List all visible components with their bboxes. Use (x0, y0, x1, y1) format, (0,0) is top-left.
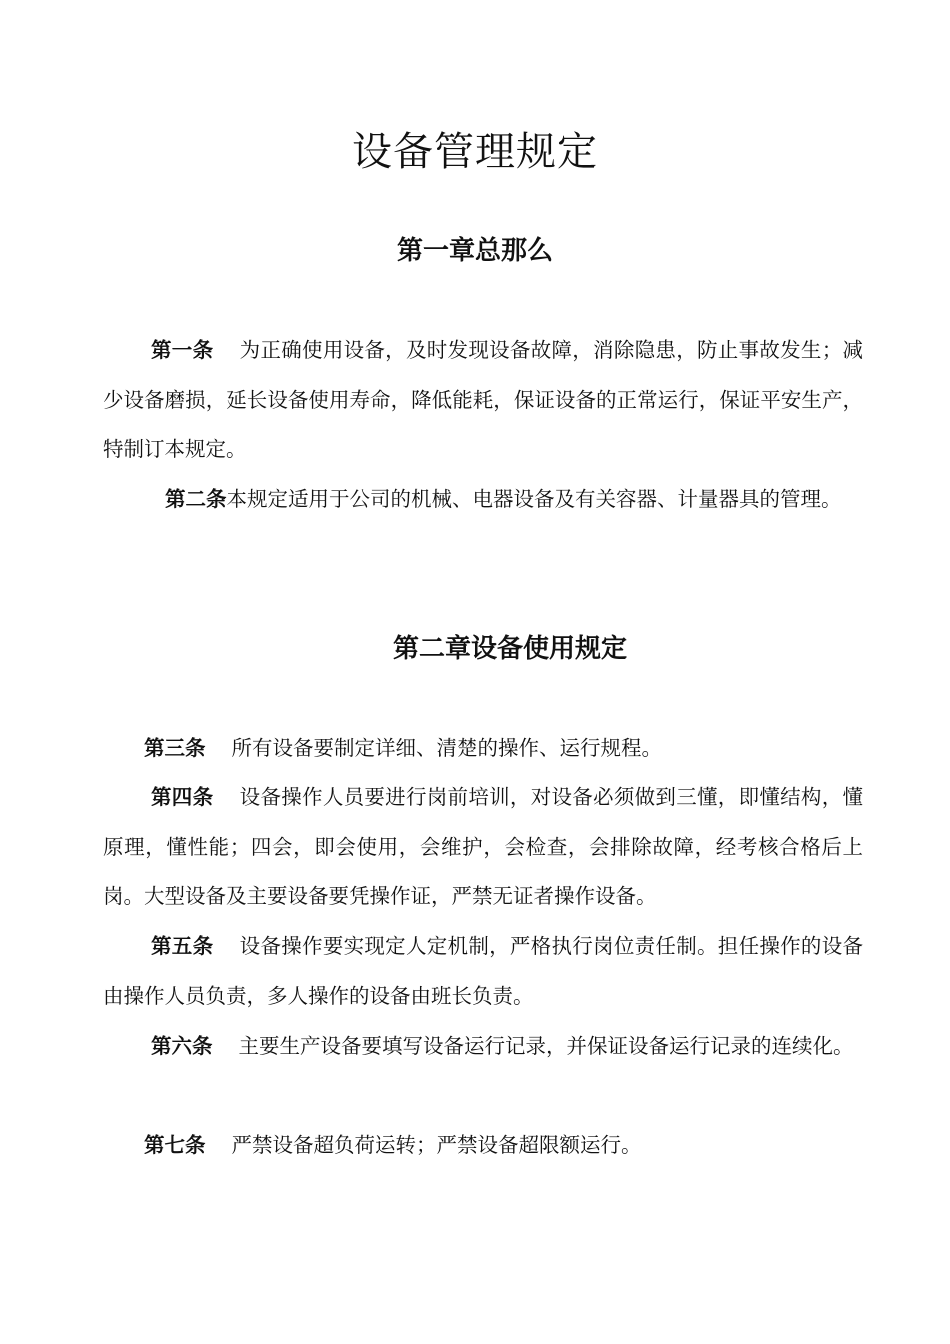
article-5-label: 第五条 (151, 934, 214, 958)
chapter-1-heading: 第一章总那么 (396, 236, 553, 266)
article-3-label: 第三条 (144, 736, 206, 760)
article-7-label: 第七条 (144, 1133, 206, 1157)
document-title: 设备管理规定 (352, 129, 598, 175)
article-6-text: 主要生产设备要填写设备运行记录，并保证设备运行记录的连续化。 (238, 1034, 854, 1058)
article-7-text: 严禁设备超负荷运转；严禁设备超限额运行。 (231, 1133, 642, 1157)
article-2 (103, 475, 863, 525)
article-7 (103, 1121, 863, 1171)
article-4-text: 设备操作人员要进行岗前培训，对设备必须做到三懂，即懂结构，懂原理，懂性能；四会，即会使用，会维护，会检查，会排除故障，经考核合格后上岗。大型设备及主要设备要凭操作证，严禁无证者操作设备。 (103, 785, 864, 908)
article-4-label: 第四条 (151, 785, 214, 809)
article-4 (103, 773, 863, 922)
article-5-text: 设备操作要实现定人定机制，严格执行岗位责任制。担任操作的设备由操作人员负责，多人操作的设备由班长负责。 (103, 934, 864, 1008)
article-6-label: 第六条 (151, 1034, 213, 1058)
article-3 (103, 724, 863, 774)
article-1-label: 第一条 (151, 338, 214, 362)
article-2-label: 第二条 (165, 487, 227, 511)
article-3-text: 所有设备要制定详细、清楚的操作、运行规程。 (231, 736, 662, 760)
chapter-2-heading: 第二章设备使用规定 (392, 634, 627, 664)
article-5 (103, 922, 863, 1021)
article-2-text: 本规定适用于公司的机械、电器设备及有关容器、计量器具的管理。 (226, 487, 842, 511)
article-1-text: 为正确使用设备，及时发现设备故障，消除隐患，防止事故发生；减少设备磨损，延长设备使用寿命，降低能耗，保证设备的正常运行，保证平安生产，特制订本规定。 (103, 338, 864, 461)
article-1 (103, 326, 863, 475)
article-6 (103, 1022, 863, 1072)
